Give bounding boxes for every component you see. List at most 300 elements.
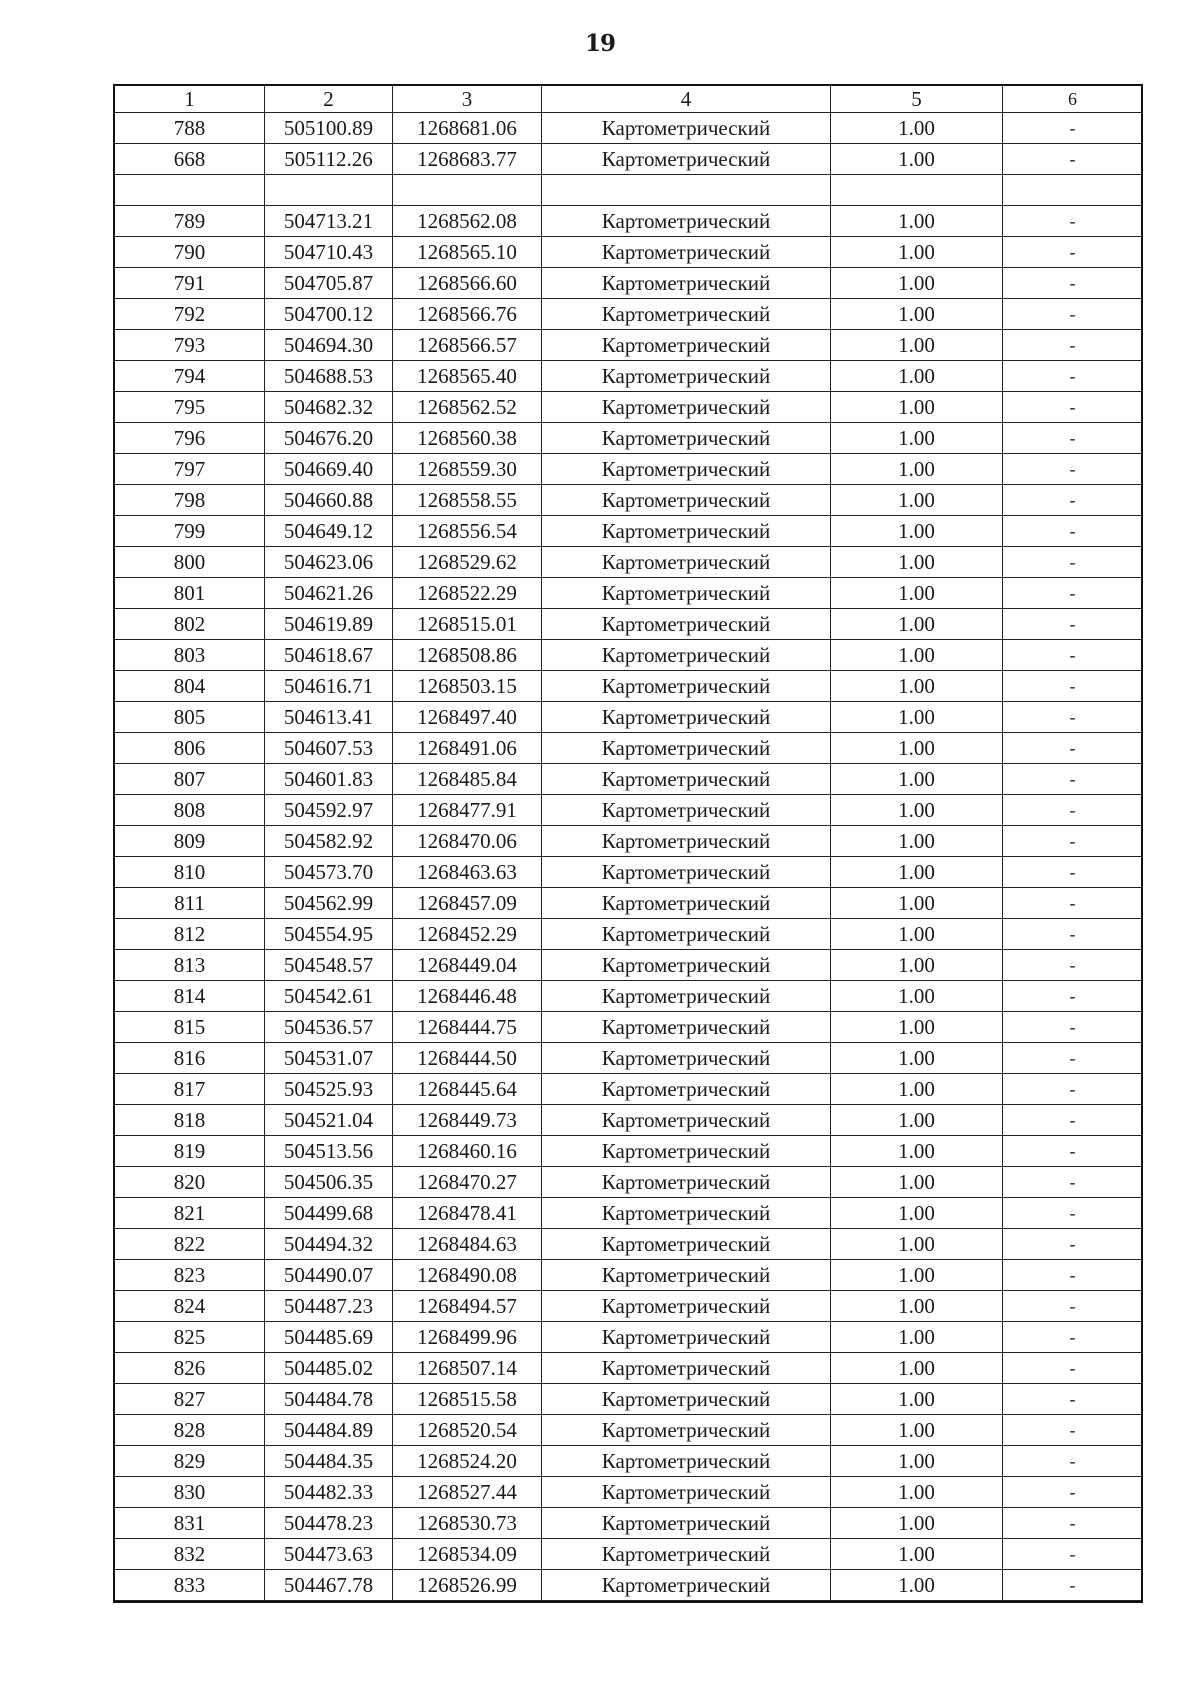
method-cell: Картометрический — [542, 485, 831, 516]
point-number-cell: 823 — [115, 1260, 265, 1291]
method-cell: Картометрический — [542, 1167, 831, 1198]
table-row — [115, 857, 1143, 888]
table-row — [115, 1322, 1143, 1353]
x-coordinate-cell: 504490.07 — [265, 1260, 393, 1291]
y-coordinate-cell: 1268565.40 — [393, 361, 542, 392]
description-cell: - — [1003, 1260, 1143, 1291]
y-coordinate-cell: 1268526.99 — [393, 1570, 542, 1601]
description-cell: - — [1003, 144, 1143, 175]
x-coordinate-cell: 504682.32 — [265, 392, 393, 423]
y-coordinate-cell: 1268445.64 — [393, 1074, 542, 1105]
description-cell: - — [1003, 485, 1143, 516]
x-coordinate-cell: 504700.12 — [265, 299, 393, 330]
table-row — [115, 609, 1143, 640]
y-coordinate-cell: 1268452.29 — [393, 919, 542, 950]
y-coordinate-cell: 1268470.27 — [393, 1167, 542, 1198]
method-cell: Картометрический — [542, 919, 831, 950]
description-cell: - — [1003, 1012, 1143, 1043]
point-number-cell: 828 — [115, 1415, 265, 1446]
point-number-cell: 812 — [115, 919, 265, 950]
method-cell: Картометрический — [542, 547, 831, 578]
description-cell: - — [1003, 237, 1143, 268]
x-coordinate-cell: 504619.89 — [265, 609, 393, 640]
y-coordinate-cell: 1268558.55 — [393, 485, 542, 516]
accuracy-cell: 1.00 — [831, 1167, 1003, 1198]
point-number-cell: 800 — [115, 547, 265, 578]
x-coordinate-cell: 504506.35 — [265, 1167, 393, 1198]
accuracy-cell: 1.00 — [831, 888, 1003, 919]
description-cell: - — [1003, 1198, 1143, 1229]
y-coordinate-cell: 1268515.58 — [393, 1384, 542, 1415]
method-cell: Картометрический — [542, 516, 831, 547]
point-number-cell: 794 — [115, 361, 265, 392]
description-cell: - — [1003, 826, 1143, 857]
accuracy-cell: 1.00 — [831, 981, 1003, 1012]
description-cell: - — [1003, 671, 1143, 702]
accuracy-cell: 1.00 — [831, 144, 1003, 175]
method-cell: Картометрический — [542, 950, 831, 981]
point-number-cell: 807 — [115, 764, 265, 795]
point-number-cell: 826 — [115, 1353, 265, 1384]
accuracy-cell: 1.00 — [831, 578, 1003, 609]
y-coordinate-cell: 1268515.01 — [393, 609, 542, 640]
column-header: 1 — [115, 86, 265, 113]
description-cell: - — [1003, 1570, 1143, 1601]
description-cell: - — [1003, 1136, 1143, 1167]
table-row — [115, 1415, 1143, 1446]
y-coordinate-cell: 1268507.14 — [393, 1353, 542, 1384]
x-coordinate-cell: 504499.68 — [265, 1198, 393, 1229]
column-header: 3 — [393, 86, 542, 113]
x-coordinate-cell: 504513.56 — [265, 1136, 393, 1167]
table-row — [115, 1508, 1143, 1539]
accuracy-cell: 1.00 — [831, 1415, 1003, 1446]
method-cell: Картометрический — [542, 640, 831, 671]
accuracy-cell: 1.00 — [831, 795, 1003, 826]
method-cell: Картометрический — [542, 1539, 831, 1570]
method-cell: Картометрический — [542, 1415, 831, 1446]
table-row — [115, 547, 1143, 578]
method-cell: Картометрический — [542, 144, 831, 175]
x-coordinate-cell: 504536.57 — [265, 1012, 393, 1043]
point-number-cell: 797 — [115, 454, 265, 485]
table-row — [115, 1229, 1143, 1260]
x-coordinate-cell: 504669.40 — [265, 454, 393, 485]
accuracy-cell: 1.00 — [831, 826, 1003, 857]
method-cell — [542, 175, 831, 206]
description-cell: - — [1003, 1539, 1143, 1570]
point-number-cell: 831 — [115, 1508, 265, 1539]
method-cell: Картометрический — [542, 237, 831, 268]
accuracy-cell: 1.00 — [831, 516, 1003, 547]
method-cell: Картометрический — [542, 1198, 831, 1229]
accuracy-cell: 1.00 — [831, 1260, 1003, 1291]
accuracy-cell: 1.00 — [831, 1508, 1003, 1539]
table-row — [115, 1198, 1143, 1229]
table-row — [115, 1446, 1143, 1477]
accuracy-cell: 1.00 — [831, 1570, 1003, 1601]
x-coordinate-cell: 504618.67 — [265, 640, 393, 671]
x-coordinate-cell: 504484.78 — [265, 1384, 393, 1415]
y-coordinate-cell: 1268560.38 — [393, 423, 542, 454]
point-number-cell: 822 — [115, 1229, 265, 1260]
table-row — [115, 113, 1143, 144]
y-coordinate-cell: 1268444.75 — [393, 1012, 542, 1043]
accuracy-cell: 1.00 — [831, 547, 1003, 578]
y-coordinate-cell — [393, 175, 542, 206]
y-coordinate-cell: 1268566.60 — [393, 268, 542, 299]
accuracy-cell: 1.00 — [831, 1012, 1003, 1043]
x-coordinate-cell — [265, 175, 393, 206]
x-coordinate-cell: 504713.21 — [265, 206, 393, 237]
table-row — [115, 1105, 1143, 1136]
y-coordinate-cell: 1268683.77 — [393, 144, 542, 175]
point-number-cell: 791 — [115, 268, 265, 299]
point-number-cell: 801 — [115, 578, 265, 609]
x-coordinate-cell: 504494.32 — [265, 1229, 393, 1260]
accuracy-cell: 1.00 — [831, 299, 1003, 330]
table-row — [115, 1384, 1143, 1415]
accuracy-cell: 1.00 — [831, 640, 1003, 671]
x-coordinate-cell: 504649.12 — [265, 516, 393, 547]
accuracy-cell: 1.00 — [831, 1322, 1003, 1353]
x-coordinate-cell: 504710.43 — [265, 237, 393, 268]
method-cell: Картометрический — [542, 1570, 831, 1601]
column-header: 2 — [265, 86, 393, 113]
point-number-cell: 819 — [115, 1136, 265, 1167]
table-row — [115, 423, 1143, 454]
method-cell: Картометрический — [542, 857, 831, 888]
description-cell: - — [1003, 1446, 1143, 1477]
y-coordinate-cell: 1268470.06 — [393, 826, 542, 857]
description-cell: - — [1003, 1043, 1143, 1074]
x-coordinate-cell: 504676.20 — [265, 423, 393, 454]
method-cell: Картометрический — [542, 1291, 831, 1322]
column-header: 6 — [1003, 86, 1143, 113]
point-number-cell: 789 — [115, 206, 265, 237]
description-cell: - — [1003, 857, 1143, 888]
y-coordinate-cell: 1268562.08 — [393, 206, 542, 237]
table-row — [115, 516, 1143, 547]
description-cell: - — [1003, 578, 1143, 609]
x-coordinate-cell: 504548.57 — [265, 950, 393, 981]
table-row — [115, 361, 1143, 392]
page-number: 19 — [584, 30, 615, 57]
point-number-cell: 805 — [115, 702, 265, 733]
y-coordinate-cell: 1268522.29 — [393, 578, 542, 609]
point-number-cell: 815 — [115, 1012, 265, 1043]
method-cell: Картометрический — [542, 578, 831, 609]
accuracy-cell: 1.00 — [831, 950, 1003, 981]
accuracy-cell: 1.00 — [831, 1229, 1003, 1260]
point-number-cell: 790 — [115, 237, 265, 268]
table-row — [115, 919, 1143, 950]
x-coordinate-cell: 504573.70 — [265, 857, 393, 888]
method-cell: Картометрический — [542, 1446, 831, 1477]
accuracy-cell: 1.00 — [831, 392, 1003, 423]
point-number-cell: 792 — [115, 299, 265, 330]
point-number-cell: 808 — [115, 795, 265, 826]
point-number-cell: 668 — [115, 144, 265, 175]
point-number-cell: 832 — [115, 1539, 265, 1570]
y-coordinate-cell: 1268484.63 — [393, 1229, 542, 1260]
x-coordinate-cell: 504688.53 — [265, 361, 393, 392]
point-number-cell: 798 — [115, 485, 265, 516]
point-number-cell: 818 — [115, 1105, 265, 1136]
y-coordinate-cell: 1268449.04 — [393, 950, 542, 981]
x-coordinate-cell: 504467.78 — [265, 1570, 393, 1601]
point-number-cell: 824 — [115, 1291, 265, 1322]
accuracy-cell: 1.00 — [831, 1477, 1003, 1508]
accuracy-cell: 1.00 — [831, 1074, 1003, 1105]
method-cell: Картометрический — [542, 795, 831, 826]
method-cell: Картометрический — [542, 1260, 831, 1291]
accuracy-cell: 1.00 — [831, 1136, 1003, 1167]
point-number-cell: 833 — [115, 1570, 265, 1601]
accuracy-cell: 1.00 — [831, 733, 1003, 764]
y-coordinate-cell: 1268457.09 — [393, 888, 542, 919]
y-coordinate-cell: 1268534.09 — [393, 1539, 542, 1570]
description-cell: - — [1003, 702, 1143, 733]
table-row — [115, 175, 1143, 206]
description-cell: - — [1003, 640, 1143, 671]
method-cell: Картометрический — [542, 1322, 831, 1353]
method-cell: Картометрический — [542, 1012, 831, 1043]
table-row — [115, 330, 1143, 361]
point-number-cell: 827 — [115, 1384, 265, 1415]
description-cell: - — [1003, 1415, 1143, 1446]
point-number-cell: 809 — [115, 826, 265, 857]
y-coordinate-cell: 1268497.40 — [393, 702, 542, 733]
x-coordinate-cell: 504562.99 — [265, 888, 393, 919]
table-row — [115, 795, 1143, 826]
y-coordinate-cell: 1268527.44 — [393, 1477, 542, 1508]
table-row — [115, 1136, 1143, 1167]
point-number-cell: 795 — [115, 392, 265, 423]
point-number-cell: 810 — [115, 857, 265, 888]
accuracy-cell: 1.00 — [831, 330, 1003, 361]
y-coordinate-cell: 1268494.57 — [393, 1291, 542, 1322]
point-number-cell: 814 — [115, 981, 265, 1012]
description-cell: - — [1003, 1167, 1143, 1198]
table-row — [115, 454, 1143, 485]
description-cell: - — [1003, 423, 1143, 454]
description-cell: - — [1003, 330, 1143, 361]
y-coordinate-cell: 1268566.57 — [393, 330, 542, 361]
table-row — [115, 640, 1143, 671]
point-number-cell: 804 — [115, 671, 265, 702]
method-cell: Картометрический — [542, 764, 831, 795]
method-cell: Картометрический — [542, 454, 831, 485]
accuracy-cell: 1.00 — [831, 237, 1003, 268]
method-cell: Картометрический — [542, 702, 831, 733]
y-coordinate-cell: 1268499.96 — [393, 1322, 542, 1353]
accuracy-cell: 1.00 — [831, 1105, 1003, 1136]
point-number-cell: 821 — [115, 1198, 265, 1229]
x-coordinate-cell: 504542.61 — [265, 981, 393, 1012]
accuracy-cell: 1.00 — [831, 671, 1003, 702]
accuracy-cell: 1.00 — [831, 206, 1003, 237]
x-coordinate-cell: 504694.30 — [265, 330, 393, 361]
method-cell: Картометрический — [542, 1074, 831, 1105]
method-cell: Картометрический — [542, 1136, 831, 1167]
method-cell: Картометрический — [542, 671, 831, 702]
y-coordinate-cell: 1268681.06 — [393, 113, 542, 144]
table-row — [115, 144, 1143, 175]
method-cell: Картометрический — [542, 826, 831, 857]
accuracy-cell: 1.00 — [831, 1384, 1003, 1415]
table-row — [115, 206, 1143, 237]
y-coordinate-cell: 1268524.20 — [393, 1446, 542, 1477]
y-coordinate-cell: 1268566.76 — [393, 299, 542, 330]
table-row — [115, 299, 1143, 330]
description-cell: - — [1003, 1384, 1143, 1415]
accuracy-cell: 1.00 — [831, 1198, 1003, 1229]
x-coordinate-cell: 504473.63 — [265, 1539, 393, 1570]
accuracy-cell: 1.00 — [831, 1353, 1003, 1384]
point-number-cell: 813 — [115, 950, 265, 981]
table-row — [115, 1291, 1143, 1322]
point-number-cell: 817 — [115, 1074, 265, 1105]
x-coordinate-cell: 504592.97 — [265, 795, 393, 826]
description-cell: - — [1003, 454, 1143, 485]
description-cell: - — [1003, 1291, 1143, 1322]
table-row — [115, 1477, 1143, 1508]
description-cell: - — [1003, 1322, 1143, 1353]
description-cell: - — [1003, 981, 1143, 1012]
method-cell: Картометрический — [542, 609, 831, 640]
table-row — [115, 1570, 1143, 1601]
accuracy-cell: 1.00 — [831, 268, 1003, 299]
table-row — [115, 268, 1143, 299]
x-coordinate-cell: 504485.02 — [265, 1353, 393, 1384]
method-cell: Картометрический — [542, 1384, 831, 1415]
point-number-cell: 829 — [115, 1446, 265, 1477]
method-cell: Картометрический — [542, 206, 831, 237]
accuracy-cell: 1.00 — [831, 1291, 1003, 1322]
y-coordinate-cell: 1268490.08 — [393, 1260, 542, 1291]
x-coordinate-cell: 504582.92 — [265, 826, 393, 857]
description-cell — [1003, 175, 1143, 206]
method-cell: Картометрический — [542, 733, 831, 764]
y-coordinate-cell: 1268478.41 — [393, 1198, 542, 1229]
x-coordinate-cell: 504621.26 — [265, 578, 393, 609]
y-coordinate-cell: 1268562.52 — [393, 392, 542, 423]
point-number-cell: 803 — [115, 640, 265, 671]
description-cell: - — [1003, 299, 1143, 330]
table-row — [115, 702, 1143, 733]
y-coordinate-cell: 1268444.50 — [393, 1043, 542, 1074]
table-row — [115, 1260, 1143, 1291]
description-cell: - — [1003, 268, 1143, 299]
description-cell: - — [1003, 392, 1143, 423]
x-coordinate-cell: 505100.89 — [265, 113, 393, 144]
table-row — [115, 1167, 1143, 1198]
method-cell: Картометрический — [542, 1105, 831, 1136]
x-coordinate-cell: 504607.53 — [265, 733, 393, 764]
table-row — [115, 237, 1143, 268]
description-cell: - — [1003, 795, 1143, 826]
y-coordinate-cell: 1268460.16 — [393, 1136, 542, 1167]
y-coordinate-cell: 1268530.73 — [393, 1508, 542, 1539]
column-header: 5 — [831, 86, 1003, 113]
x-coordinate-cell: 504484.89 — [265, 1415, 393, 1446]
description-cell: - — [1003, 1229, 1143, 1260]
table-row — [115, 392, 1143, 423]
x-coordinate-cell: 504554.95 — [265, 919, 393, 950]
table-row — [115, 764, 1143, 795]
x-coordinate-cell: 504478.23 — [265, 1508, 393, 1539]
x-coordinate-cell: 504616.71 — [265, 671, 393, 702]
accuracy-cell: 1.00 — [831, 113, 1003, 144]
y-coordinate-cell: 1268559.30 — [393, 454, 542, 485]
method-cell: Картометрический — [542, 268, 831, 299]
table-row — [115, 671, 1143, 702]
x-coordinate-cell: 504485.69 — [265, 1322, 393, 1353]
point-number-cell: 830 — [115, 1477, 265, 1508]
description-cell: - — [1003, 764, 1143, 795]
x-coordinate-cell: 504660.88 — [265, 485, 393, 516]
description-cell: - — [1003, 609, 1143, 640]
method-cell: Картометрический — [542, 299, 831, 330]
table-row — [115, 888, 1143, 919]
accuracy-cell: 1.00 — [831, 764, 1003, 795]
description-cell: - — [1003, 1477, 1143, 1508]
x-coordinate-cell: 505112.26 — [265, 144, 393, 175]
method-cell: Картометрический — [542, 330, 831, 361]
description-cell: - — [1003, 1105, 1143, 1136]
point-number-cell: 811 — [115, 888, 265, 919]
table-row — [115, 981, 1143, 1012]
y-coordinate-cell: 1268565.10 — [393, 237, 542, 268]
point-number-cell — [115, 175, 265, 206]
table-row — [115, 950, 1143, 981]
table-row — [115, 1074, 1143, 1105]
table-row — [115, 485, 1143, 516]
accuracy-cell: 1.00 — [831, 702, 1003, 733]
method-cell: Картометрический — [542, 1229, 831, 1260]
table-row — [115, 1539, 1143, 1570]
x-coordinate-cell: 504601.83 — [265, 764, 393, 795]
point-number-cell: 788 — [115, 113, 265, 144]
table-row — [115, 1043, 1143, 1074]
accuracy-cell: 1.00 — [831, 919, 1003, 950]
description-cell: - — [1003, 113, 1143, 144]
accuracy-cell: 1.00 — [831, 485, 1003, 516]
accuracy-cell: 1.00 — [831, 454, 1003, 485]
method-cell: Картометрический — [542, 888, 831, 919]
description-cell: - — [1003, 919, 1143, 950]
y-coordinate-cell: 1268556.54 — [393, 516, 542, 547]
column-header: 4 — [542, 86, 831, 113]
accuracy-cell: 1.00 — [831, 1446, 1003, 1477]
method-cell: Картометрический — [542, 1508, 831, 1539]
method-cell: Картометрический — [542, 1043, 831, 1074]
table-header-row — [115, 86, 1143, 113]
y-coordinate-cell: 1268508.86 — [393, 640, 542, 671]
accuracy-cell: 1.00 — [831, 361, 1003, 392]
description-cell: - — [1003, 888, 1143, 919]
y-coordinate-cell: 1268503.15 — [393, 671, 542, 702]
method-cell: Картометрический — [542, 423, 831, 454]
table-row — [115, 733, 1143, 764]
method-cell: Картометрический — [542, 113, 831, 144]
y-coordinate-cell: 1268463.63 — [393, 857, 542, 888]
point-number-cell: 816 — [115, 1043, 265, 1074]
description-cell: - — [1003, 516, 1143, 547]
y-coordinate-cell: 1268485.84 — [393, 764, 542, 795]
x-coordinate-cell: 504613.41 — [265, 702, 393, 733]
